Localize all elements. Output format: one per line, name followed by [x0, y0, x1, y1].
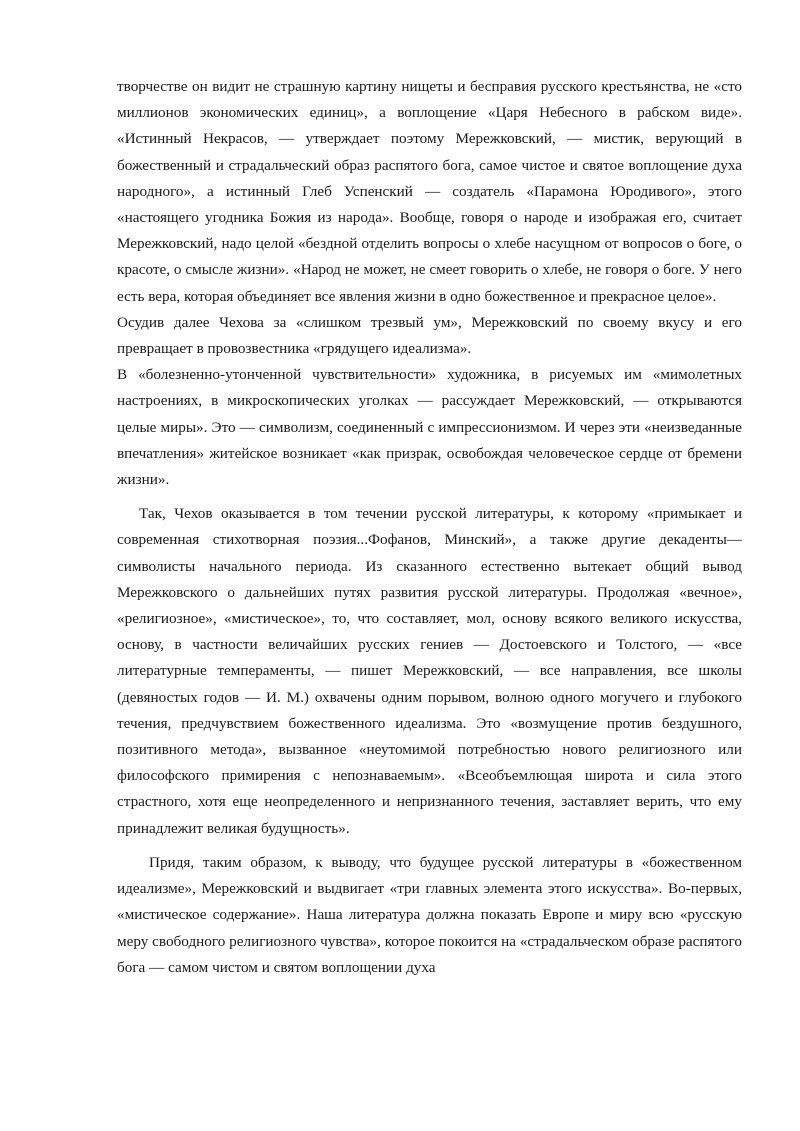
paragraph-2: Осудив далее Чехова за «слишком трезвый ум», Мережковский по своему вкусу и его превращает в провозвестника «грядущего идеализма».	[117, 313, 742, 358]
paragraph-4: Так, Чехов оказывается в том течении русской литературы, к которому «примыкает и современная стихотворная поэзия...Фофанов, Минский», а также другие декаденты—символисты начального периода. Из сказанного естественно вытекает общий вывод Мережковского о дальнейших путях развития русской литературы. Продолжая «вечное», «религиозное», «мистическое», то, что составляет, мол, основу всякого великого искусства, основу, в частности величайших русских гениев — Достоевского и Толстого, — «все литературные темпераменты, — пишет Мережковский, — все направления, все школы (девяностых годов — И. М.) охвачены одним порывом, волною одного могучего и глубокого течения, предчувствием божественного идеализма. Это «возмущение против бездушного, позитивного метода», вызванное «неутомимой потребностью нового религиозного или философского примирения с непознаваемым». «Всеобъемлющая широта и сила этого страстного, хотя еще неопределенного и непризнанного течения, заставляет верить, что ему принадлежит великая будущность».	[117, 505, 742, 837]
paragraph-1: творчестве он видит не страшную картину нищеты и бесправия русского крестьянства, не «сто миллионов экономических единиц», а воплощение «Царя Небесного в рабском виде». «Истинный Некрасов, — утверждает поэтому Мережковский, — мистик, верующий в божественный и страдальческий образ распятого бога, самое чистое и святое воплощение духа народного», а истинный Глеб Успенский — создатель «Парамона Юродивого», этого «настоящего угодника Божия из народа». Вообще, говоря о народе и изображая его, считает Мережковский, надо целой «бездной отделить вопросы о хлебе насущном от вопросов о боге, о красоте, о смысле жизни». «Народ не может, не смеет говорить о хлебе, не говоря о боге. У него есть вера, которая объединяет все явления жизни в одно божественное и прекрасное целое».	[117, 78, 742, 305]
paragraph-5: Придя, таким образом, к выводу, что будущее русской литературы в «божественном идеализме», Мережковский и выдвигает «три главных элемента этого искусства». Во-первых, «мистическое содержание». Наша литература должна показать Европе и миру всю «русскую меру свободного религиозного чувства», которое покоится на «страдальческом образе распятого бога — самом чистом и святом воплощении духа	[117, 853, 742, 976]
body-text	[117, 74, 742, 981]
paragraph-3: В «болезненно-утонченной чувствительности» художника, в рисуемых им «мимолетных настроениях, в микроскопических уголках — рассуждает Мережковский, — открываются целые миры». Это — символизм, соединенный с импрессионизмом. И через эти «неизведанные впечатления» житейское возникает «как призрак, освобождая человеческое сердце от бремени жизни».	[117, 366, 742, 489]
